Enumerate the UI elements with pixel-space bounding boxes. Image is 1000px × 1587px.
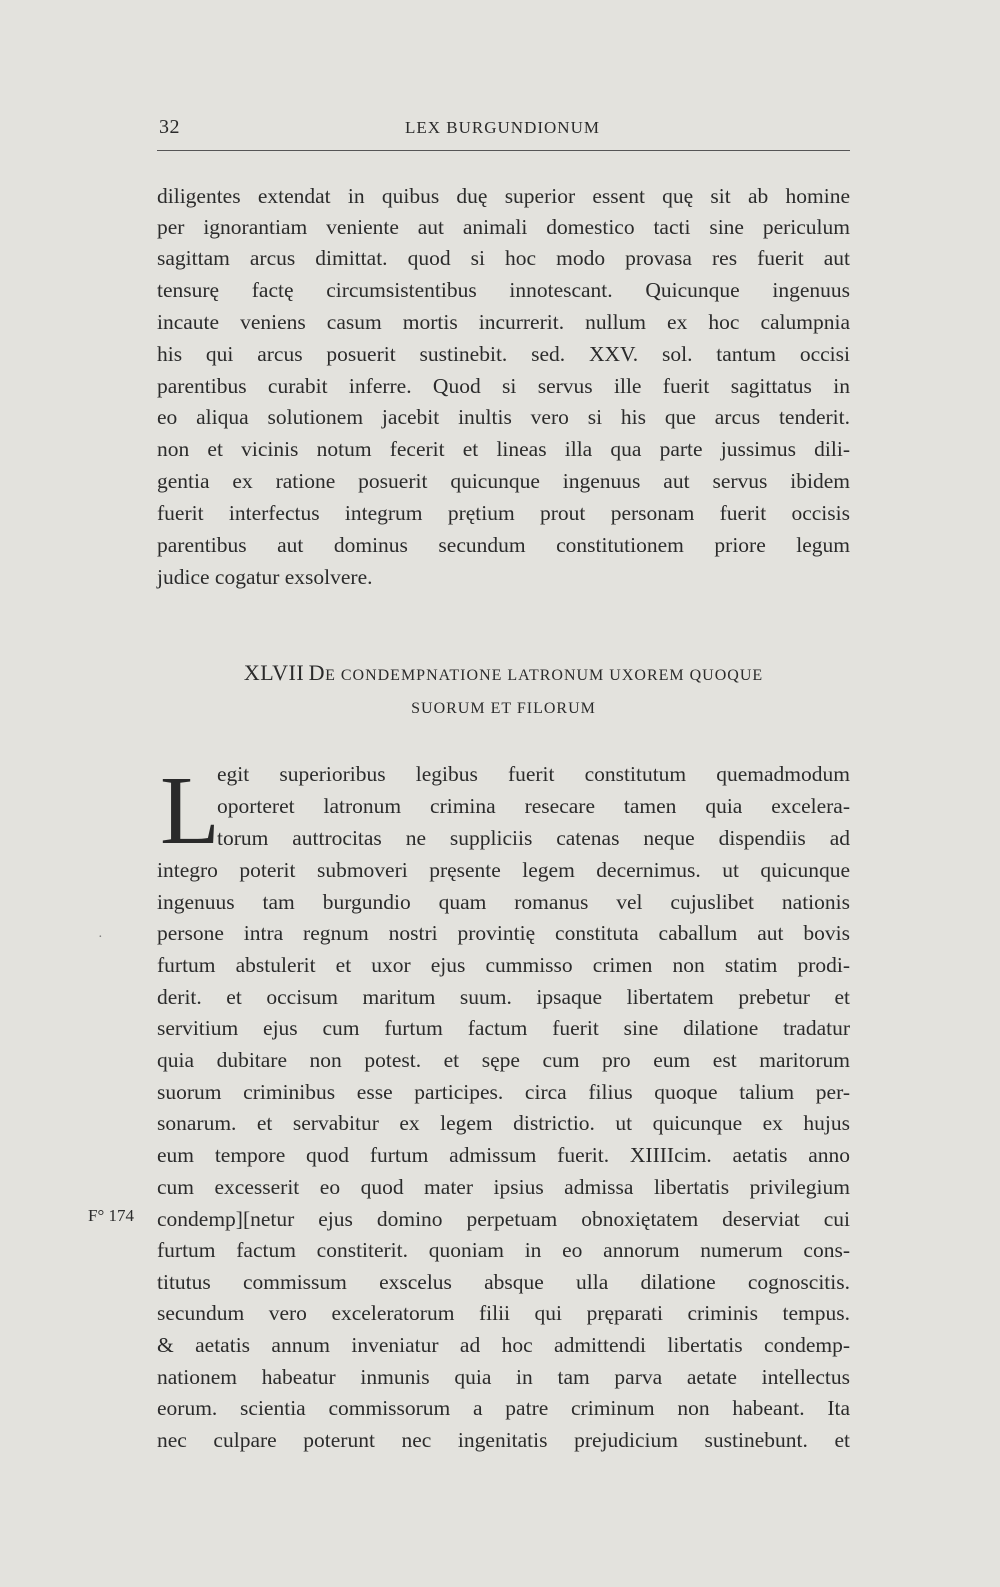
text-line: non et vicinis notum fecerit et lineas illa qua parte jussimus dili- — [157, 437, 850, 461]
header-rule — [157, 150, 850, 151]
text-line: cum excesserit eo quod mater ipsius admissa libertatis privilegium — [157, 1175, 850, 1199]
folio-margin-note: F° 174 — [88, 1206, 135, 1225]
text-line: suorum criminibus esse participes. circa filius quoque talium per- — [157, 1080, 850, 1104]
running-title: LEX BURGUNDIONUM — [405, 118, 600, 137]
text-line: parentibus aut dominus secundum constitutionem priore legum — [157, 533, 850, 557]
page-number: 32 — [159, 116, 180, 138]
text-line: fuerit interfectus integrum prętium prout personam fuerit occisis — [157, 501, 850, 525]
heading-initial: D — [308, 660, 326, 685]
text-line: parentibus curabit inferre. Quod si servus ille fuerit sagittatus in — [157, 374, 850, 398]
text-line: torum auttrocitas ne suppliciis catenas neque dispendiis ad — [217, 826, 850, 850]
text-line: servitium ejus cum furtum factum fuerit sine dilatione tradatur — [157, 1016, 850, 1040]
drop-cap: L — [160, 757, 220, 865]
text-line: eum tempore quod furtum admissum fuerit. XIIIIcim. aetatis anno — [157, 1143, 850, 1167]
heading-line-1: E CONDEMPNATIONE LATRONUM UXOREM QUOQUE — [325, 667, 764, 684]
text-line: judice cogatur exsolvere. — [157, 565, 373, 589]
text-line: tensurę factę circumsistentibus innotescant. Quicunque ingenuus — [157, 278, 850, 302]
text-line: condemp][netur ejus domino perpetuam obnoxiętatem deserviat cui — [157, 1207, 850, 1231]
text-line: gentia ex ratione posuerit quicunque ingenuus aut servus ibidem — [157, 469, 850, 493]
text-line: eo aliqua solutionem jacebit inultis vero si his que arcus tenderit. — [157, 405, 850, 429]
section-heading — [157, 660, 850, 686]
text-line: his qui arcus posuerit sustinebit. sed. XXV. sol. tantum occisi — [157, 342, 850, 366]
text-line: oporteret latronum crimina resecare tamen quia excelera- — [217, 794, 850, 818]
page-header — [157, 116, 850, 156]
text-line: & aetatis annum inveniatur ad hoc admittendi libertatis condemp- — [157, 1333, 850, 1357]
text-line: sagittam arcus dimittat. quod si hoc modo provasa res fuerit aut — [157, 246, 850, 270]
text-line: persone intra regnum nostri provintię constituta caballum aut bovis — [157, 921, 850, 945]
text-line: per ignorantiam veniente aut animali domestico tacti sine periculum — [157, 215, 850, 239]
text-line: furtum abstulerit et uxor ejus cummisso crimen non statim prodi- — [157, 953, 850, 977]
text-line: ingenuus tam burgundio quam romanus vel cujuslibet nationis — [157, 890, 850, 914]
text-line: furtum factum constiterit. quoniam in eo annorum numerum cons- — [157, 1238, 850, 1262]
text-line: quia dubitare non potest. et sępe cum pro eum est maritorum — [157, 1048, 850, 1072]
text-line: derit. et occisum maritum suum. ipsaque libertatem prebetur et — [157, 985, 850, 1009]
text-line: diligentes extendat in quibus duę superior essent quę sit ab homine — [157, 184, 850, 208]
text-line: sonarum. et servabitur ex legem districtio. ut quicunque ex hujus — [157, 1111, 850, 1135]
text-line: titutus commissum exscelus absque ulla dilatione cognoscitis. — [157, 1270, 850, 1294]
margin-mark: · — [98, 930, 103, 945]
heading-numeral: XLVII — [243, 660, 305, 685]
text-line: eorum. scientia commissorum a patre criminum non habeant. Ita — [157, 1396, 850, 1420]
text-line: egit superioribus legibus fuerit constitutum quemadmodum — [217, 762, 850, 786]
text-line: secundum vero exceleratorum filii qui pręparati criminis tempus. — [157, 1301, 850, 1325]
text-line: integro poterit submoveri pręsente legem decernimus. ut quicunque — [157, 858, 850, 882]
heading-line-2: SUORUM ET FILORUM — [411, 700, 596, 717]
text-line: nationem habeatur inmunis quia in tam parva aetate intellectus — [157, 1365, 850, 1389]
section-heading-line-2 — [157, 700, 850, 718]
text-line: incaute veniens casum mortis incurrerit. nullum ex hoc calumpnia — [157, 310, 850, 334]
text-line: nec culpare poterunt nec ingenitatis prejudicium sustinebunt. et — [157, 1428, 850, 1452]
